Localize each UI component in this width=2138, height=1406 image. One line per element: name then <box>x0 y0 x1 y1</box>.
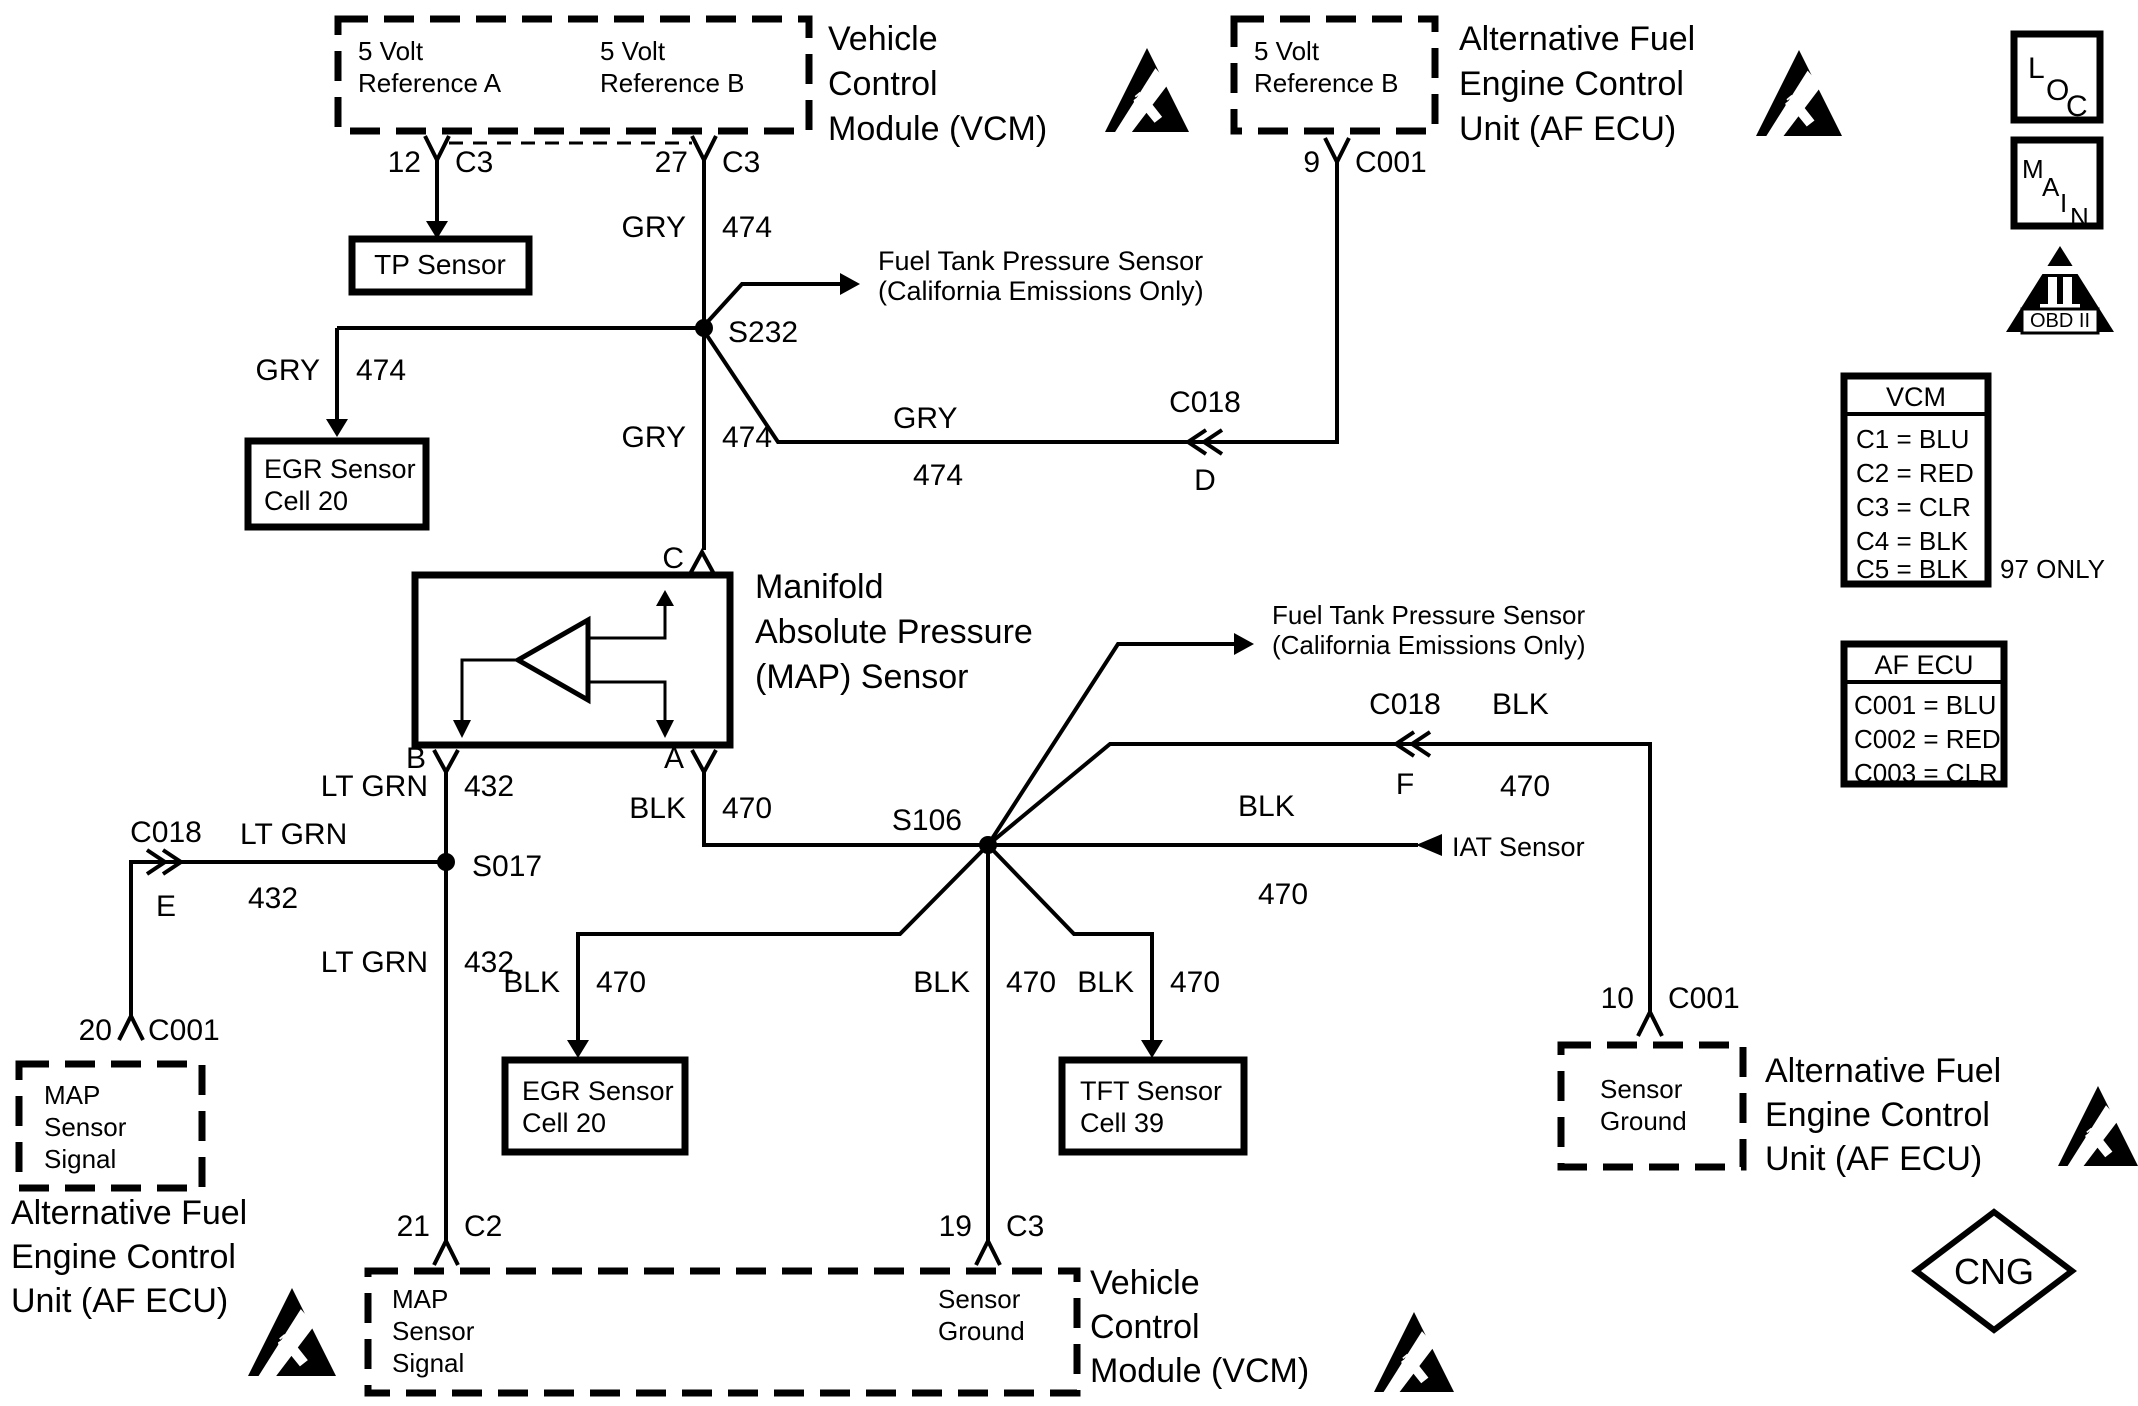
svg-text:Control: Control <box>828 65 938 103</box>
map-pin-b-label: B <box>405 742 426 775</box>
map-pin-c-connector <box>690 552 714 574</box>
afecu-map-signal-module-box <box>19 1064 202 1188</box>
svg-text:Sensor: Sensor <box>44 1112 127 1142</box>
svg-text:EGR Sensor: EGR Sensor <box>264 454 416 484</box>
esd-icon <box>1374 1312 1454 1392</box>
egr-branch-wire-2 <box>578 845 988 1042</box>
inline-connector-label: C018 <box>1369 688 1441 721</box>
afecu-bottomleft-title <box>11 1194 247 1320</box>
svg-text:Vehicle: Vehicle <box>1090 1264 1200 1302</box>
map-sensor-title <box>755 568 1033 696</box>
svg-text:Engine Control: Engine Control <box>1459 65 1684 103</box>
wire-color-label: BLK <box>629 792 686 825</box>
svg-text:Cell 39: Cell 39 <box>1080 1108 1165 1138</box>
pin19-connector: C3 <box>1006 1210 1045 1243</box>
pin19-connector-fork <box>976 1241 1000 1265</box>
legend-row: C2 = RED <box>1856 458 1974 488</box>
legend-row: C3 = CLR <box>1856 492 1971 522</box>
wire-color-label: LT GRN <box>320 946 428 979</box>
inline-connector-cavity: D <box>1194 464 1216 497</box>
wire-circuit-label: 474 <box>913 459 964 492</box>
pin9-connector-fork <box>1325 138 1349 162</box>
svg-text:Signal: Signal <box>44 1144 117 1174</box>
vcm-bottom-module-box <box>368 1271 1077 1393</box>
wire-color-label: BLK <box>1492 688 1549 721</box>
vcm-bottom-title <box>1090 1264 1309 1390</box>
ftp-note-line2: (California Emissions Only) <box>878 276 1204 306</box>
ref5v-b-line2: Reference B <box>600 68 745 98</box>
main-letter: N <box>2070 202 2089 232</box>
ftp-note-line1: Fuel Tank Pressure Sensor <box>878 246 1204 276</box>
arrow-right-icon <box>840 273 860 295</box>
svg-text:Sensor: Sensor <box>938 1284 1021 1314</box>
pin27-connector-fork <box>692 136 716 160</box>
pin9-connector: C001 <box>1355 146 1427 179</box>
loc-letter: C <box>2066 90 2088 123</box>
main-badge <box>2014 140 2100 232</box>
afecu-top-module-box <box>1234 19 1435 131</box>
svg-text:EGR Sensor: EGR Sensor <box>522 1076 674 1106</box>
pin10-number: 10 <box>1600 982 1634 1015</box>
pin10-connector: C001 <box>1668 982 1740 1015</box>
wire-circuit-label: 432 <box>464 946 515 979</box>
wire-circuit-label: 470 <box>596 966 647 999</box>
wire-circuit-label: 470 <box>722 792 773 825</box>
pin27-number: 27 <box>654 146 688 179</box>
svg-text:Sensor: Sensor <box>1600 1074 1683 1104</box>
ref5v-a-line2: Reference A <box>358 68 502 98</box>
svg-text:Manifold: Manifold <box>755 568 884 606</box>
afecu-connector-legend <box>1844 644 2004 788</box>
svg-text:Vehicle: Vehicle <box>828 20 938 58</box>
tp-sensor-box <box>352 239 529 292</box>
loc-letter: O <box>2046 74 2070 107</box>
arrow-right-icon <box>1234 633 1254 655</box>
cng-label: CNG <box>1954 1251 2034 1292</box>
wire-circuit-label: 432 <box>248 882 299 915</box>
svg-text:Cell 20: Cell 20 <box>522 1108 607 1138</box>
inline-connector-label: C018 <box>130 816 202 849</box>
vcm-connector-legend <box>1844 376 2105 584</box>
tft-sensor-box <box>1062 1060 1244 1152</box>
wire-circuit-label: 474 <box>722 211 773 244</box>
svg-text:Absolute Pressure: Absolute Pressure <box>755 613 1033 651</box>
svg-text:MAP: MAP <box>44 1080 101 1110</box>
map-pin-b-connector <box>434 750 458 772</box>
svg-text:Unit (AF ECU): Unit (AF ECU) <box>11 1282 229 1320</box>
legend-row: C002 = RED <box>1854 724 2001 754</box>
wire-color-label: GRY <box>893 402 958 435</box>
ref5v-a-line1: 5 Volt <box>358 36 424 66</box>
wire-color-label: LT GRN <box>240 818 348 851</box>
cng-badge <box>1916 1212 2072 1330</box>
wire-color-label: BLK <box>503 966 560 999</box>
loc-letter: L <box>2028 52 2045 85</box>
svg-text:Signal: Signal <box>392 1348 465 1378</box>
pin20-number: 20 <box>78 1014 112 1047</box>
wire-circuit-label: 474 <box>356 354 407 387</box>
loc-badge <box>2014 34 2100 123</box>
svg-text:TFT Sensor: TFT Sensor <box>1080 1076 1223 1106</box>
wire-color-label: GRY <box>621 421 686 454</box>
splice-s017-label: S017 <box>472 850 543 883</box>
inline-connector-cavity: E <box>155 890 177 923</box>
map-pin-a-connector <box>692 750 716 772</box>
ftp-note-line2: (California Emissions Only) <box>1272 630 1586 660</box>
wire-circuit-label: 474 <box>722 421 773 454</box>
pin20-connector-fork <box>119 1016 143 1040</box>
wire-circuit-label: 470 <box>1258 878 1309 911</box>
wire-color-label: GRY <box>621 211 686 244</box>
main-letter: I <box>2060 188 2068 218</box>
legend-title: VCM <box>1886 382 1946 412</box>
wire-color-label: BLK <box>1077 966 1134 999</box>
wire-color-label: BLK <box>1238 790 1295 823</box>
splice-s106-label: S106 <box>891 804 962 837</box>
pin21-connector-fork <box>434 1241 458 1265</box>
map-sensor-box <box>415 575 730 745</box>
svg-text:Cell 20: Cell 20 <box>264 486 349 516</box>
esd-icon <box>2058 1086 2138 1166</box>
legend-row: C4 = BLK <box>1856 526 1969 556</box>
svg-text:Module (VCM): Module (VCM) <box>1090 1352 1310 1390</box>
pin21-number: 21 <box>396 1210 430 1243</box>
pin12-number: 12 <box>387 146 421 179</box>
wire-color-label: GRY <box>255 354 320 387</box>
pin9-number: 9 <box>1303 146 1320 179</box>
ref5v-b-line1: 5 Volt <box>1254 36 1320 66</box>
legend-row: C1 = BLU <box>1856 424 1970 454</box>
pin21-connector: C2 <box>464 1210 503 1243</box>
svg-text:Alternative Fuel: Alternative Fuel <box>1459 20 1696 58</box>
svg-text:MAP: MAP <box>392 1284 449 1314</box>
svg-text:Alternative Fuel: Alternative Fuel <box>11 1194 248 1232</box>
map-pin-a-label: A <box>663 742 684 775</box>
obd2-badge <box>2006 246 2114 333</box>
wire-circuit-label: 470 <box>1500 770 1551 803</box>
wire-color-label: BLK <box>913 966 970 999</box>
svg-text:Engine Control: Engine Control <box>11 1238 236 1276</box>
arrow-down-icon <box>326 419 348 437</box>
svg-text:Unit (AF ECU): Unit (AF ECU) <box>1765 1140 1983 1178</box>
ref5v-b-line2: Reference B <box>1254 68 1399 98</box>
egr-sensor-box <box>248 441 426 527</box>
main-letter: A <box>2042 172 2060 202</box>
afecu-sensor-ground-module-box <box>1561 1045 1743 1167</box>
obd2-label: OBD II <box>2029 310 2091 332</box>
legend-row: C5 = BLK <box>1856 554 1969 584</box>
svg-text:Module (VCM): Module (VCM) <box>828 110 1048 148</box>
legend-title: AF ECU <box>1874 650 1974 680</box>
pin12-connector: C3 <box>455 146 494 179</box>
svg-text:Unit (AF ECU): Unit (AF ECU) <box>1459 110 1677 148</box>
legend-note: 97 ONLY <box>2000 554 2106 584</box>
inline-connector-cavity: F <box>1395 768 1415 801</box>
ref5v-b-line1: 5 Volt <box>600 36 666 66</box>
pin12-connector-fork <box>425 136 449 160</box>
ftp-note-line1: Fuel Tank Pressure Sensor <box>1272 600 1586 630</box>
wire-circuit-label: 470 <box>1170 966 1221 999</box>
afecu-right-title <box>1765 1052 2001 1178</box>
wire-circuit-label: 470 <box>1006 966 1057 999</box>
arrow-down-icon <box>1141 1040 1163 1058</box>
wire-color-label: LT GRN <box>320 770 428 803</box>
splice-s232-label: S232 <box>728 316 799 349</box>
afecu-top-module-title <box>1459 20 1695 148</box>
svg-text:Alternative Fuel: Alternative Fuel <box>1765 1052 2002 1090</box>
svg-text:Control: Control <box>1090 1308 1200 1346</box>
map-pin-c-label: C <box>662 542 684 575</box>
iat-sensor-label: IAT Sensor <box>1452 832 1585 862</box>
vcm-top-module-title <box>828 20 1047 148</box>
pin19-number: 19 <box>938 1210 972 1243</box>
esd-icon <box>1756 50 1842 136</box>
svg-text:Ground: Ground <box>938 1316 1025 1346</box>
arrow-down-icon <box>567 1040 589 1058</box>
esd-icon <box>248 1288 336 1376</box>
tft-branch-wire <box>988 845 1152 1042</box>
pin27-connector: C3 <box>722 146 761 179</box>
legend-row: C003 = CLR <box>1854 758 1998 788</box>
pin20-connector: C001 <box>148 1014 220 1047</box>
inline-connector-label: C018 <box>1169 386 1241 419</box>
egr-sensor-box <box>505 1060 685 1152</box>
arrow-left-icon <box>1416 834 1442 856</box>
esd-icon <box>1105 48 1189 132</box>
svg-text:TP Sensor: TP Sensor <box>374 249 506 280</box>
svg-text:Ground: Ground <box>1600 1106 1687 1136</box>
main-letter: M <box>2022 154 2044 184</box>
legend-row: C001 = BLU <box>1854 690 1997 720</box>
wire-circuit-label: 432 <box>464 770 515 803</box>
svg-text:Sensor: Sensor <box>392 1316 475 1346</box>
vcm-top-module-box <box>338 19 809 131</box>
svg-text:Engine Control: Engine Control <box>1765 1096 1990 1134</box>
svg-text:(MAP) Sensor: (MAP) Sensor <box>755 658 969 696</box>
pin10-connector-fork <box>1638 1012 1662 1036</box>
